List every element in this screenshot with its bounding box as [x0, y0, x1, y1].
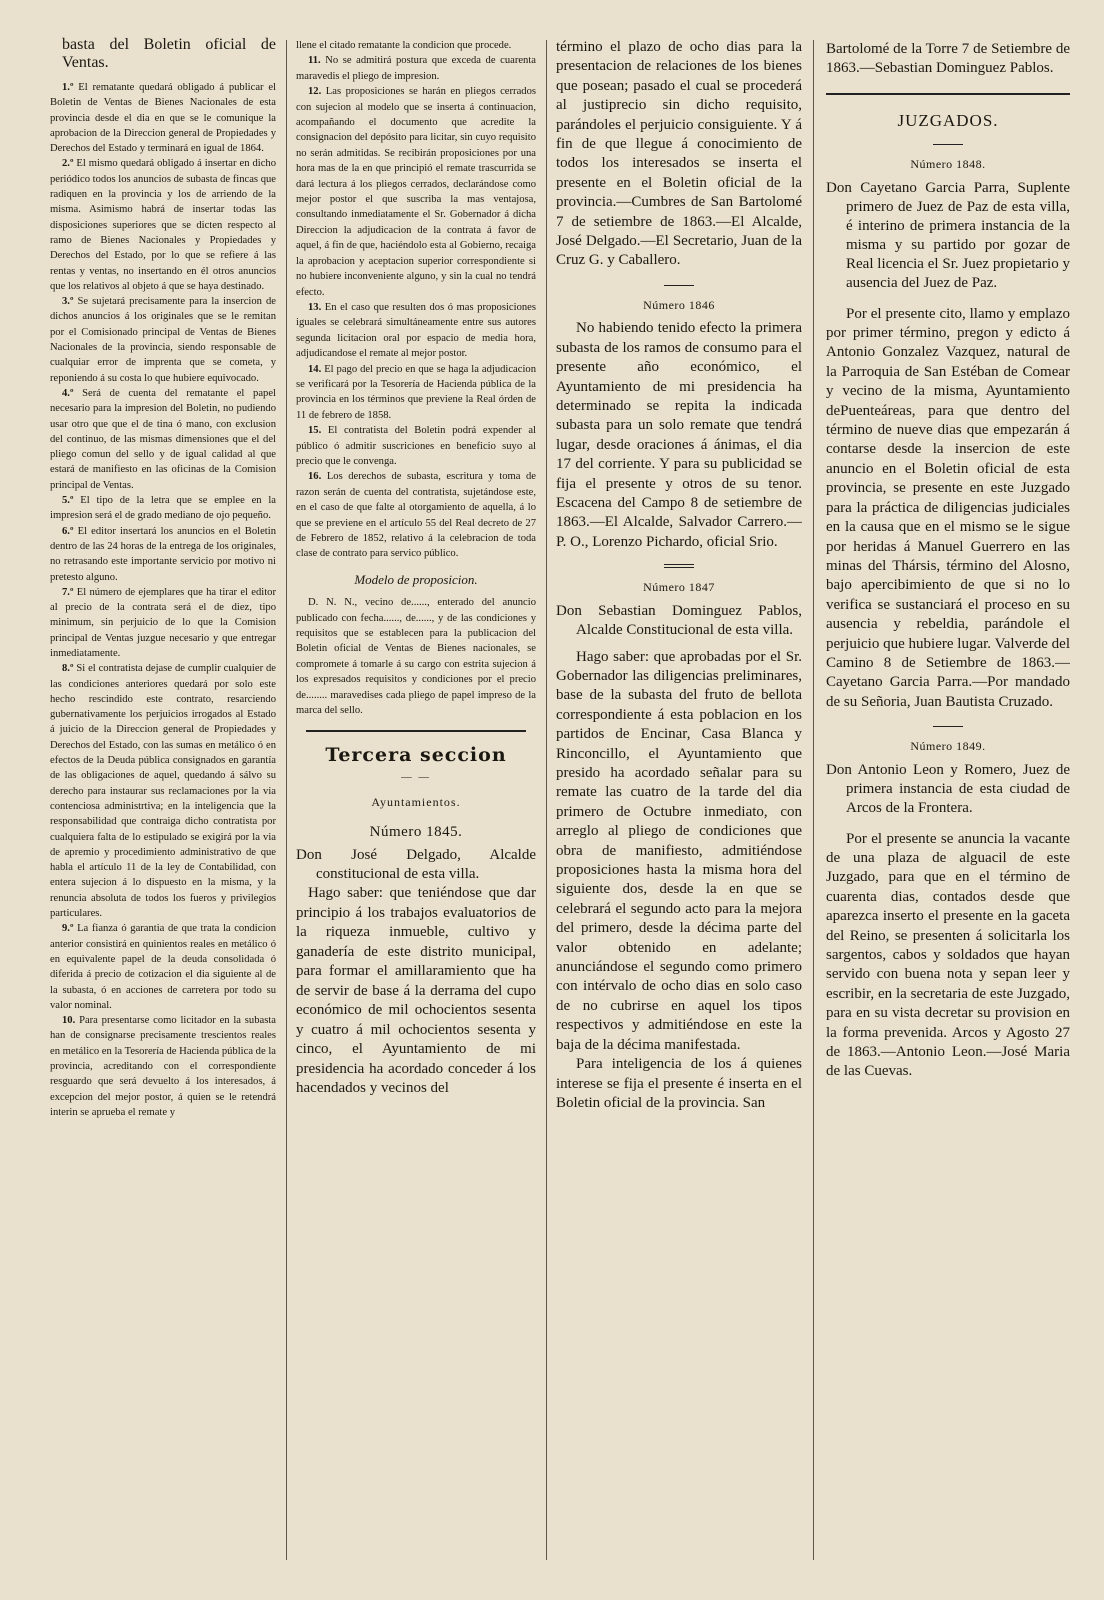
separator: — — — [401, 771, 431, 783]
modelo-title: Modelo de proposicion. — [354, 571, 478, 587]
condition-4: 4.º Será de cuenta del rematante el papel necesario para la impresion del Boletin, no pudiendo usar otro que que el de tina ó mano, con exclusion del continuo, de las mismas dimensiones que el del pliego comun del sello y de igual calidad al que estará de manifiesto en las oficinas de la Comision principal de Ventas. — [50, 387, 276, 491]
condition-12: 12. Las proposiciones se harán en pliegos cerrados con sujecion al modelo que se inserta á continuacion, acompañando el documento que acredite la consignacion del depósito para licitar, sin cuyo requisito no serán admitidas. Se recibirán proposiciones por una hora mas de la en que principió el remate trascurrida se dará lectura á los pliegos cerrados, declarándose como mejor postor el que suscriba la mas ventajosa, consultando inmediatamente el Sr. Gobernador á dicha Direccion la adjudicacion de la contrata á favor de aquel, á fin de que, haciéndolo esta al Gobierno, recaiga la aprobacion y aceptacion superior correspondiente si no hubiere inconveniente alguno, y sin la cual no tendrá efecto. — [296, 86, 536, 298]
notice-number: Número 1848. — [910, 157, 986, 172]
condition-14: 14. El pago del precio en que se haga la adjudicacion se verificará por la Tesorería de Hacienda pública de la provincia en los términos que previene la Real órden de 11 de febrero de 1858. — [296, 363, 536, 421]
notice-number: Número 1846 — [643, 297, 715, 312]
column-1 — [50, 0, 276, 1600]
notice-number: Número 1845. — [369, 823, 463, 840]
condition-16: 16. Los derechos de subasta, escritura y toma de razon serán de cuenta del contratista, sujetándose este, en el caso de que falte al otorgamiento de aquella, á lo que se previene en el artículo 55 del Real decreto de 27 de Febrero de 1852, relativo á la celebracion de toda clase de contrato para servico público. — [296, 471, 536, 560]
section-heading: JUZGADOS. — [897, 110, 999, 130]
condition-7: 7.º El número de ejemplares que ha tirar el editor al precio de la contrata será el de diez, tipo minimum, sin perjuicio de lo que la Comision principal de Ventas juzgue necesario y que entregar inmediatamente. — [50, 586, 276, 659]
condition-6: 6.º El editor insertará los anuncios en el Boletin dentro de las 24 horas de la entrega de los originales, no retrasando este importante servicio por motivo ni pretesto alguno. — [50, 525, 276, 583]
condition-9: 9.º La fianza ó garantia de que trata la condicion anterior consistirá en quinientos reales en metálico ó en equivalente papel de la deuda consolidada ó diferida á precio de cotizacion el dia siguiente al de la subasta, ó en acciones de carretera por todo su valor nominal. — [50, 923, 276, 1011]
separator — [933, 144, 963, 145]
notice-text: Por el presente cito, llamo y emplazo por primer término, pregon y edicto á Antonio Gonzalez Vazquez, natural de la Parroquia de San Estéban de Comear y vecino de la misma, Ayuntamiento dePuenteáreas, para que dentro del término de nueve dias que empezarán á contarse desde la insercion de este anuncio en el Boletin oficial de esta provincia, se presente en este Juzgado para la práctica de diligencias judiciales en la causa que en el mismo se le sigue por heridas á Manuel Guerrero en las minas del Thársis, término del Alosno, bajo apercibimiento de que si no lo verifica se sustanciará el proceso en su ausencia y rebeldia, parándole el perjuicio que hubiere lugar. Valverde del Camino 8 de Setiembre de 1863.—Cayetano Garcia Parra.—Por mandado de su Señoria, Juan Bautista Cruzado. — [826, 305, 1070, 710]
notice-text: Para inteligencia de los á quienes interese se fija el presente é inserta en el Boletin oficial de la provincia. San — [556, 1056, 802, 1111]
column-rule — [813, 40, 814, 1560]
notice-text: Por el presente se anuncia la vacante de una plaza de alguacil de este Juzgado, para que en el término de cuarenta dias, contados desde que aparezca inserto el presente en la gaceta del Reino, se presenten á solicitarla los sargentos, cabos y soldados que hayan servido con buena nota y sepan leer y escribir, en la secretaria de este Juzgado, para en su vista decretar su provision en la forma prevenida. Arcos y Agosto 27 de 1863.—Antonio Leon.—José Maria de las Cuevas. — [826, 830, 1070, 1080]
condition-2: 2.º El mismo quedará obligado á insertar en dicho periódico todos los anuncios de subasta de fincas que radiquen en la provincia y los de arriendo de la misma. Asimismo habrá de insertar todas las disposiciones superiores que se dicten respecto al ramo de Bienes Nacionales y Propiedades y Derechos del Estado, por lo que se refiere á las rentas y ventas, no insertando en él otros anuncios que los relativos al objeto á que se haya destinado. — [50, 158, 276, 292]
condition-3: 3.º Se sujetará precisamente para la insercion de dichos anuncios á los originales que se le remitan por el Comisionado principal de Ventas de Bienes Nacionales de la provincia, siendo responsable de cualquiar error de imprenta que se cometa, y reponiendo á su costa lo que hubiere equivocado. — [50, 296, 276, 384]
continued-text: llene el citado rematante la condicion que procede. — [296, 40, 512, 51]
condition-13: 13. En el caso que resulten dos ó mas proposiciones iguales se celebrará simultáneamente entre sus autores segunda licitacion oral por espacio de media hora, adjudicandose el remate al mejor postor. — [296, 301, 536, 360]
continued-text: Bartolomé de la Torre 7 de Setiembre de 1863.—Sebastian Dominguez Pablos. — [826, 41, 1070, 77]
separator — [664, 285, 694, 286]
column-4 — [826, 0, 1070, 1600]
column-2 — [296, 0, 536, 1600]
continued-text: término el plazo de ocho dias para la presentacion de relaciones de los bienes que posean; pasado el cual se procederá al justiprecio sin dicho requisito, parándoles el perjuicio consiguiente. Y á fin de que llegue á conocimiento de todos los interesados se inserta el presente en el Boletin oficial de la provincia.—Cumbres de San Bartolomé 7 de setiembre de 1863.—El Alcalde, José Delgado.—El Secretario, Juan de la Cruz G. y Caballero. — [556, 39, 802, 269]
notice-header: Don Antonio Leon y Romero, Juez de primera instancia de esta ciudad de Arcos de la Frontera. — [826, 761, 1070, 816]
column-3 — [556, 0, 802, 1600]
condition-1: 1.º El rematante quedará obligado á publicar el Boletin de Ventas de Bienes Nacionales de esta provincia desde el dia en que se le comunique la aprobacion de la Direccion general de Propiedades y Derechos del Estado y terminará en igual de 1864. — [50, 82, 276, 155]
notice-text: Hago saber: que aprobadas por el Sr. Gobernador las diligencias preliminares, base de la subasta del fruto de bellota correspondiente á esta poblacion en los partidos de Encinar, Casa Blanca y Rinconcillo, el Ayuntamiento que presido ha acordado señalar para su remate las cuatro de la tarde del dia primero de Octubre inmediato, con arreglo al pliego de condiciones que obra de manifiesto, admitiéndose proposiciones hasta la misma hora del siguiente dos, desde la en que se celebrará el segundo acto para la mejora del primero, desde la décima parte del valor obtenido en adelante; anunciándose el segundo como primero con intérvalo de ocho dias en solo caso de no cubrirse en aquel los tipos respectivos y admitiéndose en este la baja de la décima manifestada. — [556, 648, 802, 1053]
column-rule — [286, 40, 287, 1560]
separator — [933, 726, 963, 727]
section-rule — [306, 730, 526, 732]
condition-5: 5.º El tipo de la letra que se emplee en la impresion será el de grado mediano de ojo pequeño. — [50, 495, 276, 522]
condition-11: 11. No se admitirá postura que exceda de cuarenta maravedis el pliego de impresion. — [296, 55, 536, 82]
section-rule — [826, 93, 1070, 95]
condition-15: 15. El contratista del Boletin podrá expender al público ó admitir suscriciones en beneficio suyo al precio que le convenga. — [296, 425, 536, 467]
column-rule — [546, 40, 547, 1560]
notice-number: Número 1847 — [643, 580, 715, 595]
modelo-text: D. N. N., vecino de......, enterado del anuncio publicado con fecha......, de......, y de las condiciones y requisitos que se establecen para la publicacion del Boletin oficial de Ventas de Bienes nacionales, se compromete á tomarle á su cargo con estrita sujecion á los expresados requisitos y condiciones por el precio de........ maravedises cada pliego de papel impreso de la marca del sello. — [296, 597, 536, 717]
section-heading: Tercera seccion — [325, 744, 507, 767]
notice-header: Don Sebastian Dominguez Pablos, Alcalde Constitucional de esta villa. — [556, 602, 802, 638]
condition-10: 10. Para presentarse como licitador en la subasta han de consignarse precisamente trescientos reales en metálico en la Tesorería de Hacienda pública de la provincia, acreditando con el correspondiente resguardo que será devuelto á los interesados, á excepcion del mejor postor, á quien se le retendrá interin se aprueba el remate y — [50, 1015, 276, 1118]
condition-8: 8.º Si el contratista dejase de cumplir cualquier de las condiciones anteriores quedará por solo este hecho rescindido este contrato, resarciendo gubernativamente los perjuicios irrogados al Estado á juicio de la Direccion general de Propiedades y Derechos del Estado, con las sumas en metálico ó en efectos de la Deuda pública consignados en garantía de las obligaciones de aquel, quedando á sálvo su derecho para instaurar sus reclamaciones por la via contenciosa administrtiva; en la inteligencia que la responsabilidad que contraiga dicho contratista por cualquiera falta de lo estipulado se exigirá por la via de apremio y procedimiento administrativo de que habla el artículo 11 de la ley de Contabilidad, con entera sujecion á lo dispuesto en la misma, y la renuncia absoluta de todos los fueros y privilegios particulares. — [50, 663, 276, 920]
notice-text: No habiendo tenido efecto la primera subasta de los ramos de consumo para el presente año económico, el Ayuntamiento de mi presidencia ha determinado se repita la indicada subasta para un solo remate que tendrá lugar, desde oraciones á ánimas, el dia 17 del corriente. Y para su publicidad se fija el presente y otros de su tenor. Escacena del Campo 8 de setiembre de 1863.—El Alcalde, Salvador Carrero.—P. O., Lorenzo Pichardo, oficial Srio. — [556, 320, 802, 550]
subsection-heading: Ayuntamientos. — [371, 795, 461, 810]
notice-text: Hago saber: que teniéndose que dar principio á los trabajos evaluatorios de la riqueza inmueble, cultivo y ganadería de este distrito municipal, para formar el amillaramiento que ha de servir de base á la derrama del cupo económico de mil ochocientos sesenta y cuatro á mil ochocientos sesenta y cinco, el Ayuntamiento de mi presidencia ha acordado conceder á los hacendados y vecinos del — [296, 885, 536, 1097]
notice-header: Don Cayetano Garcia Parra, Suplente primero de Juez de Paz de esta villa, é interino de primera instancia de la misma y su partido por gozar de Real licencia el Sr. Juez propietario y ausencia del Juez de Paz. — [826, 179, 1070, 291]
continued-text: basta del Boletin oficial de Ventas. — [62, 36, 276, 71]
notice-number: Número 1849. — [910, 739, 986, 754]
separator — [664, 564, 694, 568]
notice-header: Don José Delgado, Alcalde constitucional de esta villa. — [296, 847, 536, 883]
